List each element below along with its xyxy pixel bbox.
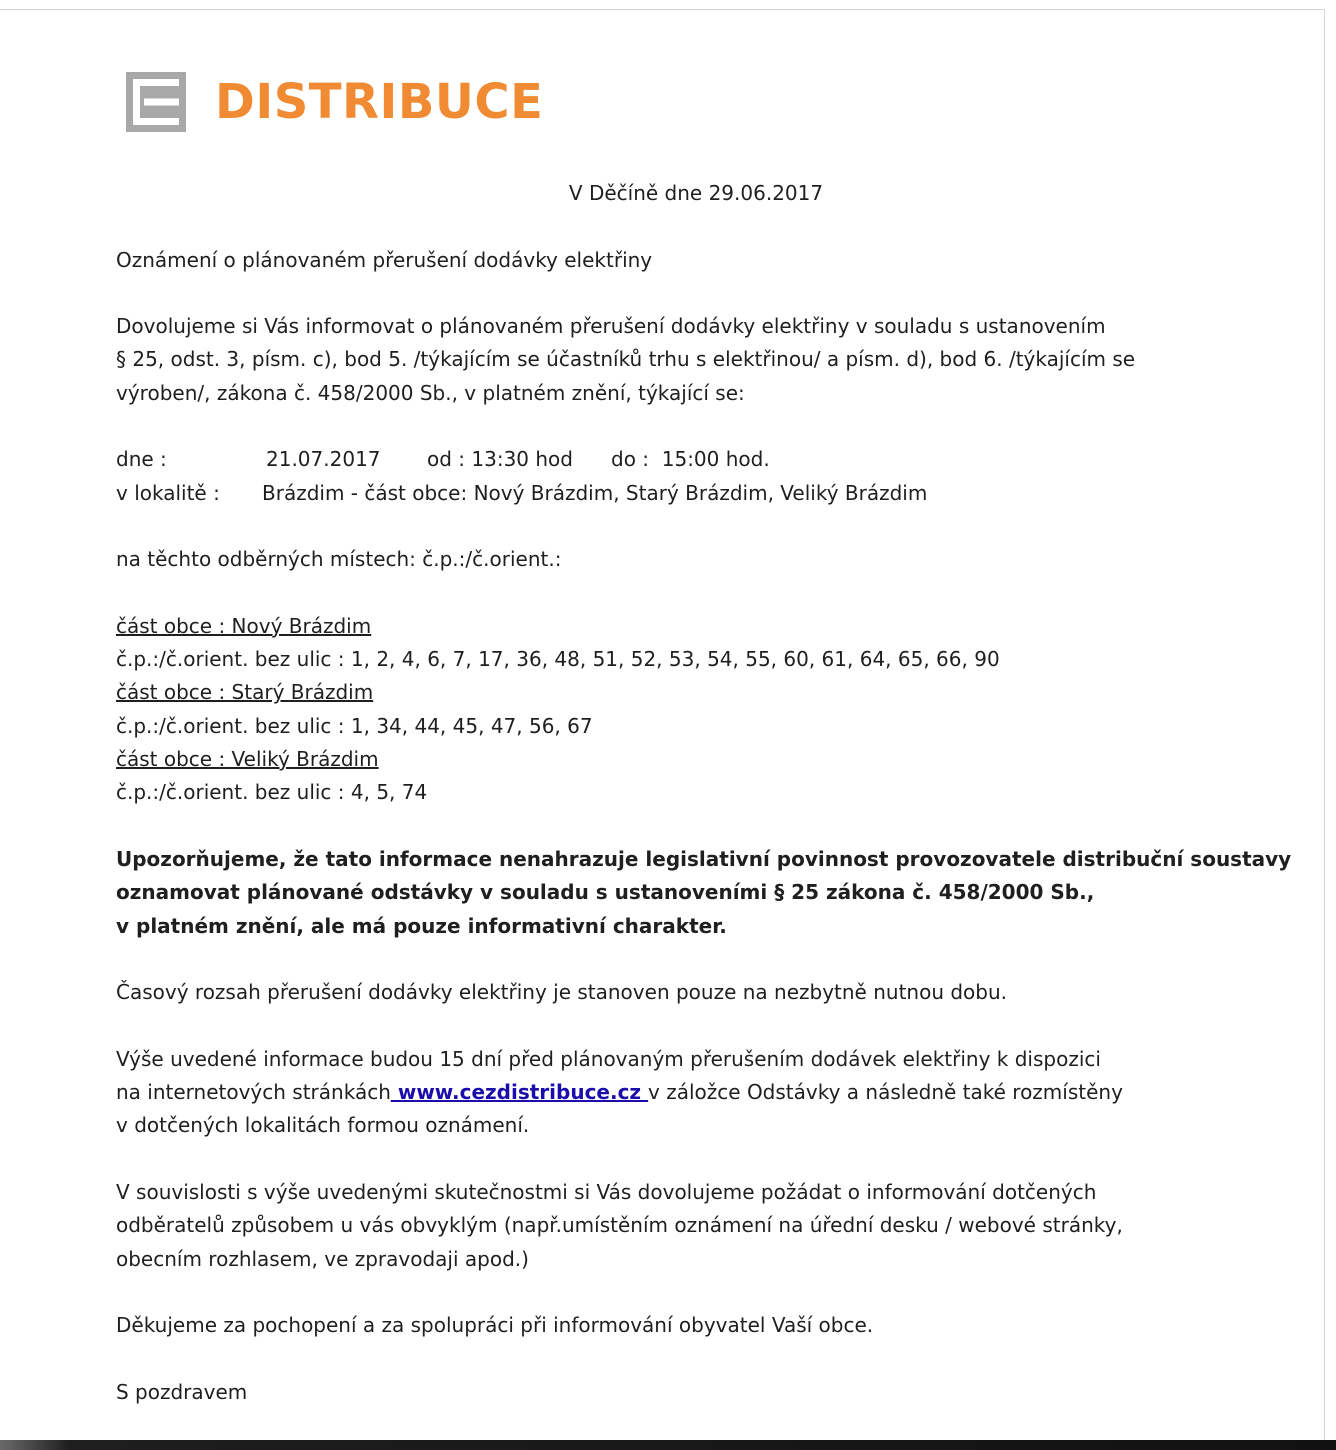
time-from: od : 13:30 hod bbox=[427, 447, 573, 472]
thanks-line: Děkujeme za pochopení a za spolupráci při informování obyvatel Vaší obce. bbox=[116, 1313, 874, 1338]
website-link[interactable]: www.cezdistribuce.cz bbox=[397, 1080, 642, 1105]
website-line-2-before: na internetových stránkách bbox=[116, 1080, 391, 1105]
website-line-3: v dotčených lokalitách formou oznámení. bbox=[116, 1113, 530, 1138]
notice-line-2: oznamovat plánované odstávky v souladu s ustanoveními § 25 zákona č. 458/2000 Sb., bbox=[116, 880, 1095, 905]
request-line-1: V souvislosti s výše uvedenými skutečnostmi si Vás dovolujeme požádat o informování dotčených bbox=[116, 1179, 1097, 1204]
location-value: Brázdim - část obce: Nový Brázdim, Starý Brázdim, Veliký Brázdim bbox=[262, 480, 928, 505]
window-bottom-edge bbox=[0, 1440, 1336, 1450]
logo-wordmark: DISTRIBUCE bbox=[215, 74, 544, 130]
part-numbers: č.p.:/č.orient. bez ulic : 1, 34, 44, 45, 47, 56, 67 bbox=[116, 713, 593, 738]
intro-line-3: výroben/, zákona č. 458/2000 Sb., v platném znění, týkající se: bbox=[116, 380, 745, 405]
time-to: do : 15:00 hod. bbox=[611, 447, 770, 472]
part-title: část obce : Veliký Brázdim bbox=[116, 747, 379, 772]
duration-text: Časový rozsah přerušení dodávky elektřiny je stanoven pouze na nezbytně nutnou dobu. bbox=[116, 980, 1008, 1005]
part-numbers: č.p.:/č.orient. bez ulic : 4, 5, 74 bbox=[116, 780, 428, 805]
intro-line-1: Dovolujeme si Vás informovat o plánovaném přerušení dodávky elektřiny v souladu s ustanovením bbox=[116, 314, 1106, 339]
date-label: dne : bbox=[116, 447, 167, 472]
location-row bbox=[116, 477, 1236, 510]
part-numbers: č.p.:/č.orient. bez ulic : 1, 2, 4, 6, 7, 17, 36, 48, 51, 52, 53, 54, 55, 60, 61, 64, 65, 66, 90 bbox=[116, 647, 1000, 672]
page-top-border bbox=[0, 9, 1324, 10]
notice-line-1: Upozorňujeme, že tato informace nenahrazuje legislativní povinnost provozovatele distribuční soustavy bbox=[116, 846, 1292, 871]
website-line-2 bbox=[116, 1076, 1236, 1109]
location-label: v lokalitě : bbox=[116, 480, 220, 505]
website-line-1: Výše uvedené informace budou 15 dní před plánovaným přerušením dodávek elektřiny k dispozici bbox=[116, 1046, 1101, 1071]
website-line-2-after: v záložce Odstávky a následně také rozmístěny bbox=[648, 1080, 1123, 1105]
letter-body bbox=[116, 177, 1292, 1409]
page-right-border bbox=[1324, 9, 1325, 1440]
part-title: část obce : Nový Brázdim bbox=[116, 613, 372, 638]
subject-line: Oznámení o plánovaném přerušení dodávky elektřiny bbox=[116, 247, 653, 272]
cez-e-logo-icon bbox=[126, 72, 186, 132]
part-title: část obce : Starý Brázdim bbox=[116, 680, 374, 705]
schedule-row bbox=[116, 443, 1236, 476]
notice-line-3: v platném znění, ale má pouze informativní charakter. bbox=[116, 913, 727, 938]
places-intro: na těchto odběrných místech: č.p.:/č.orient.: bbox=[116, 547, 562, 572]
date-value: 21.07.2017 bbox=[266, 447, 381, 472]
intro-line-2: § 25, odst. 3, písm. c), bod 5. /týkajícím se účastníků trhu s elektřinou/ a písm. d), bod 6. /týkajícím se bbox=[116, 347, 1136, 372]
request-line-3: obecním rozhlasem, ve zpravodaji apod.) bbox=[116, 1246, 529, 1271]
closing-line: S pozdravem bbox=[116, 1379, 248, 1404]
date-line: V Děčíně dne 29.06.2017 bbox=[568, 181, 824, 205]
company-logo bbox=[126, 72, 543, 132]
request-line-2: odběratelů způsobem u vás obvyklým (např.umístěním oznámení na úřední desku / webové stránky, bbox=[116, 1213, 1123, 1238]
